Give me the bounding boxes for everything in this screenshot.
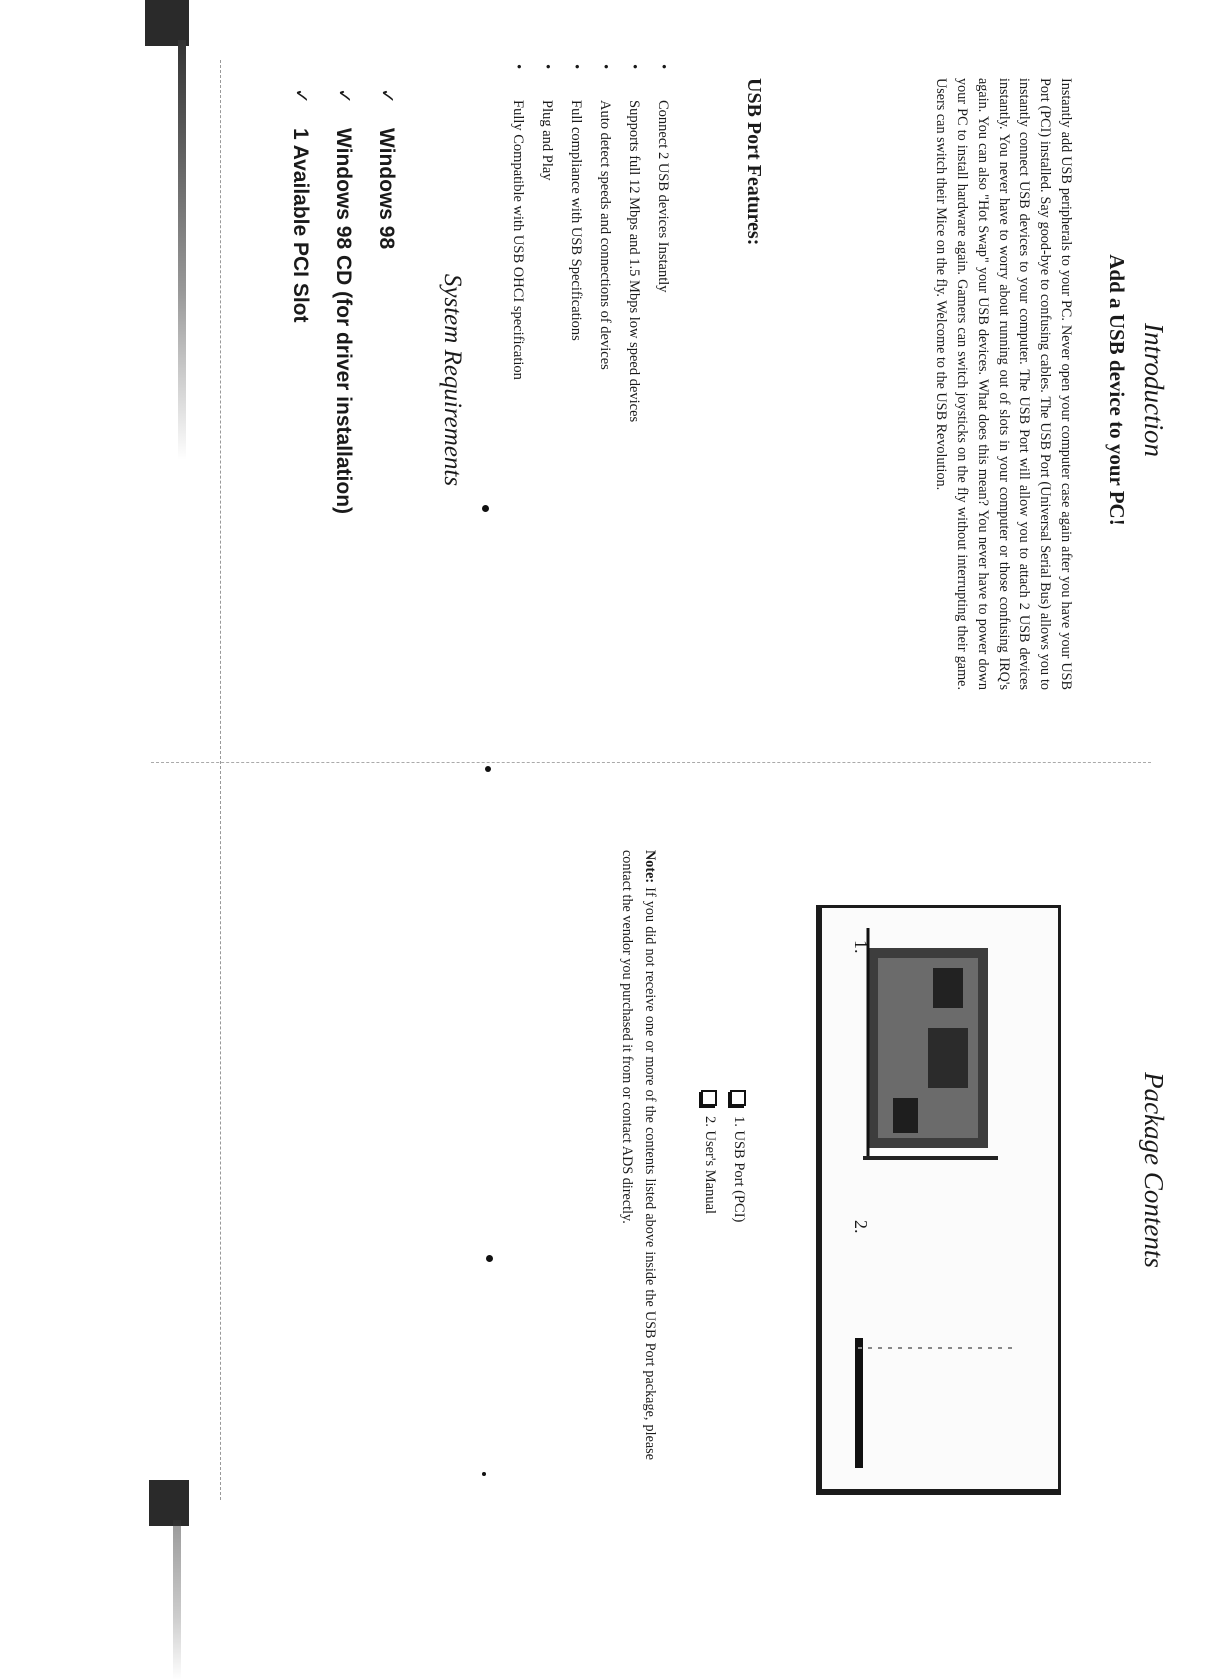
checkmark-icon: ✓ [333,88,354,104]
requirement-text: Windows 98 [375,128,398,250]
package-item-label: 2. User's Manual [702,1116,718,1215]
list-item: • Connect 2 USB devices Instantly [648,64,677,684]
scan-strip-bottom [173,1520,181,1680]
list-item [279,88,322,728]
package-contents-title: Package Contents [1139,1072,1169,1268]
list-item [365,88,408,728]
features-heading: USB Port Features: [743,78,765,246]
scan-strip-top [178,40,186,460]
features-list [503,64,677,684]
scan-speck [482,1472,486,1476]
intro-heading: Add a USB device to your PC! [1105,254,1129,526]
scan-speck [482,505,489,512]
list-item: • Full compliance with USB Specifications [561,64,590,684]
photo-label-2: 2. [851,1220,871,1234]
scan-speck [485,766,491,772]
package-item-label: 1. USB Port (PCI) [731,1116,747,1223]
page-bottom-rule [220,60,221,1500]
list-item: • Supports full 12 Mbps and 1.5 Mbps low speed devices [619,64,648,684]
requirement-text: Windows 98 CD (for driver installation) [332,128,355,515]
package-photo [816,905,1061,1495]
requirement-text: 1 Available PCI Slot [289,128,312,323]
requirements-title: System Requirements [439,273,466,487]
package-contents-list [695,1090,753,1390]
list-item: • Auto detect speeds and connections of devices [590,64,619,684]
scan-speck [486,1255,493,1262]
note-label: Note: [642,850,658,884]
pci-card-illustration [822,908,1058,1488]
requirements-list [279,88,408,728]
package-note [616,850,661,1460]
checkmark-icon: ✓ [376,88,397,104]
checkbox-icon [731,1090,747,1106]
list-item: • Plug and Play [532,64,561,684]
checkmark-icon: ✓ [290,88,311,104]
photo-label-1: 1. [851,940,871,954]
list-item: • Fully Compatible with USB OHCI specification [503,64,532,684]
list-item [724,1090,753,1390]
list-item [695,1090,724,1390]
intro-paragraph: Instantly add USB peripherals to your PC. Never open your computer case again after you have your USB Port (PCI) installed. Say good-bye to confusing cables. The USB Port (Universal Serial Bus) allows you to instantly connect USB devices to your computer. The USB Port will allow you to attach 2 USB devices instantly. You never have to worry about running out of slots in your computer or those confusing IRQ's again. You can also "Hot Swap" your USB devices. What does this mean? You never have to power down your PC to install hardware again. Gamers can switch joysticks on the fly without interrupting their game. Users can switch their Mice on the fly. Welcome to the USB Revolution. [933,78,1074,690]
scan-corner-bottom-left [149,1480,189,1526]
list-item [322,88,365,728]
center-fold-line [151,762,1151,765]
checkbox-icon [702,1090,718,1106]
note-text: If you did not receive one or more of the contents listed above inside the USB Port package, please contact the vendor you purchased it from or contact ADS directly. [619,850,658,1460]
introduction-title: Introduction [1139,323,1169,457]
